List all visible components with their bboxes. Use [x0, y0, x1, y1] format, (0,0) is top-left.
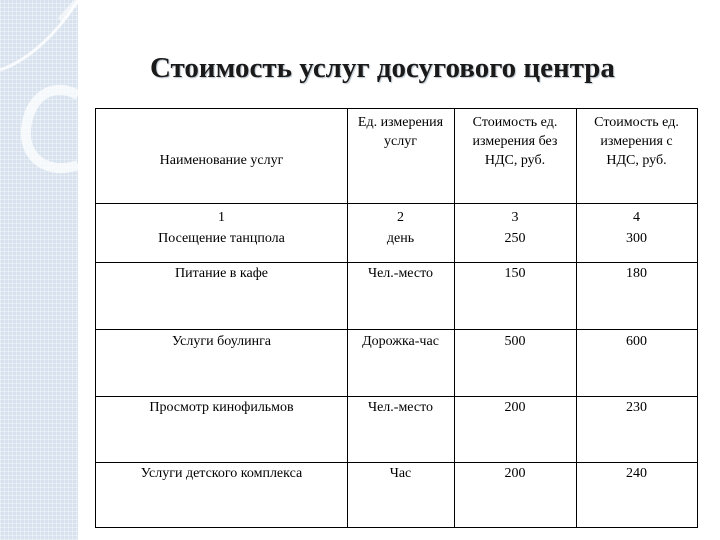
price-no-vat: 150	[504, 266, 526, 281]
service-name: Услуги боулинга	[171, 334, 272, 349]
header-price-vat-line3: НДС, руб.	[606, 153, 667, 168]
column-number: 3	[511, 210, 519, 225]
price-vat: 240	[626, 466, 647, 481]
header-unit-line1: Ед. измерения	[357, 115, 444, 130]
price-vat: 180	[626, 266, 647, 281]
price-vat: 300	[626, 231, 647, 246]
service-unit: день	[386, 231, 415, 246]
service-unit: Чел.-место	[367, 400, 434, 415]
header-service-name: Наименование услуг	[159, 153, 284, 168]
column-number: 2	[397, 210, 404, 225]
service-unit: Чел.-место	[367, 266, 434, 281]
header-price-no-vat-line3: НДС, руб.	[484, 153, 546, 168]
row-divider	[96, 462, 697, 463]
row-divider	[96, 396, 697, 397]
service-name: Посещение танцпола	[158, 231, 285, 246]
service-name: Просмотр кинофильмов	[149, 400, 294, 415]
price-no-vat: 500	[504, 334, 526, 349]
header-price-no-vat-line1: Стоимость ед.	[472, 115, 558, 130]
page-title: Стоимость услуг досугового центра	[150, 52, 615, 84]
column-number: 1	[218, 210, 225, 225]
price-vat: 230	[626, 400, 647, 415]
price-no-vat: 250	[504, 231, 526, 246]
decorative-side-panel	[0, 0, 78, 540]
header-unit-line2: услуг	[384, 134, 417, 149]
price-table	[95, 108, 698, 528]
row-divider	[96, 203, 697, 204]
row-divider	[96, 329, 697, 330]
price-no-vat: 200	[504, 466, 526, 481]
service-unit: Дорожка-час	[362, 334, 439, 349]
service-name: Питание в кафе	[174, 266, 268, 281]
column-number: 4	[633, 210, 640, 225]
decorative-arcs	[0, 0, 78, 540]
price-vat: 600	[626, 334, 647, 349]
price-no-vat: 200	[504, 400, 526, 415]
row-divider	[96, 262, 697, 263]
header-price-vat-line1: Стоимость ед.	[594, 115, 679, 130]
header-price-vat-line2: измерения с	[600, 134, 673, 149]
service-name: Услуги детского комплекса	[140, 466, 303, 481]
service-unit: Час	[389, 466, 412, 481]
header-price-no-vat-line2: измерения без	[472, 134, 558, 149]
